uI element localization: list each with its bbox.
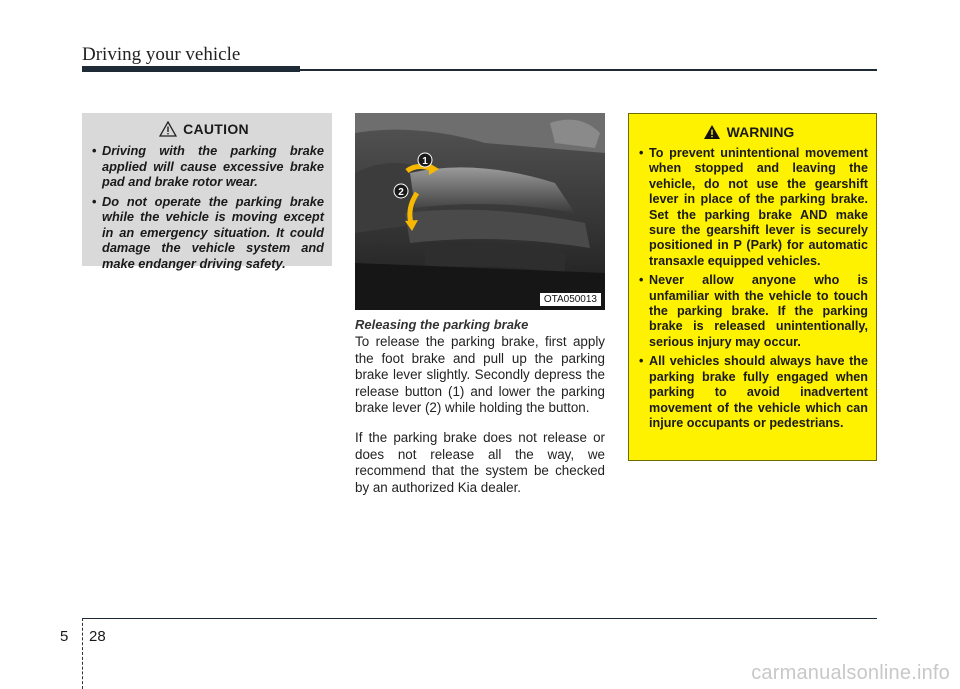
caution-triangle-icon — [159, 121, 177, 137]
warning-item: • All vehicles should always have the parking brake fully engaged when parking to avoid inadvertent movement of the vehicle which can injure occupants or pedestrians. — [639, 354, 868, 431]
callout-2: 2 — [398, 187, 404, 198]
caution-heading — [84, 119, 324, 139]
caution-title: CAUTION — [183, 121, 249, 137]
warning-title: WARNING — [726, 124, 795, 140]
parking-brake-illustration — [355, 113, 605, 310]
body-paragraph: If the parking brake does not release or does not release all the way, we recommend that the system be checked by an authorized Kia dealer. — [355, 430, 605, 495]
page-number: 28 — [89, 628, 106, 645]
caution-item: • Do not operate the parking brake while the vehicle is moving except in an emergency situation. It could damage the vehicle system and make endanger driving safety. — [92, 194, 324, 272]
warning-item: • To prevent unintentional movement when stopped and leaving the vehicle, do not use the gearshift lever in place of the parking brake. Set the parking brake AND make sure the gearshift lever is securely positioned in P (Park) for automatic transaxle equipped vehicles. — [639, 146, 868, 269]
warning-item: • Never allow anyone who is unfamiliar with the vehicle to touch the parking brake. If the parking brake is released unintentionally, serious injury may occur. — [639, 273, 868, 350]
warning-box — [628, 113, 877, 461]
section-heading: Releasing the parking brake — [355, 317, 529, 332]
caution-item: • Driving with the parking brake applied will cause excessive brake pad and brake rotor wear. — [92, 143, 324, 190]
chapter-number: 5 — [60, 628, 69, 645]
warning-triangle-icon — [703, 124, 721, 140]
body-paragraph: To release the parking brake, first apply the foot brake and pull up the parking brake lever slightly. Secondly depress the release button (1) and lower the parking brake lever (2) while holding the button. — [355, 334, 605, 415]
caution-list — [92, 143, 324, 271]
header-rule-thick — [82, 66, 300, 72]
footer-rule — [82, 618, 877, 619]
figure-caption: OTA050013 — [540, 293, 601, 306]
caution-box — [82, 113, 332, 271]
parking-brake-photo — [355, 113, 605, 310]
footer-divider — [82, 618, 83, 689]
warning-list — [639, 146, 868, 431]
watermark-text: carmanualsonline.info — [751, 662, 950, 684]
page-header-title: Driving your vehicle — [82, 44, 241, 65]
header-rule-thin — [300, 69, 877, 71]
warning-heading — [629, 122, 868, 142]
callout-1: 1 — [422, 156, 428, 167]
